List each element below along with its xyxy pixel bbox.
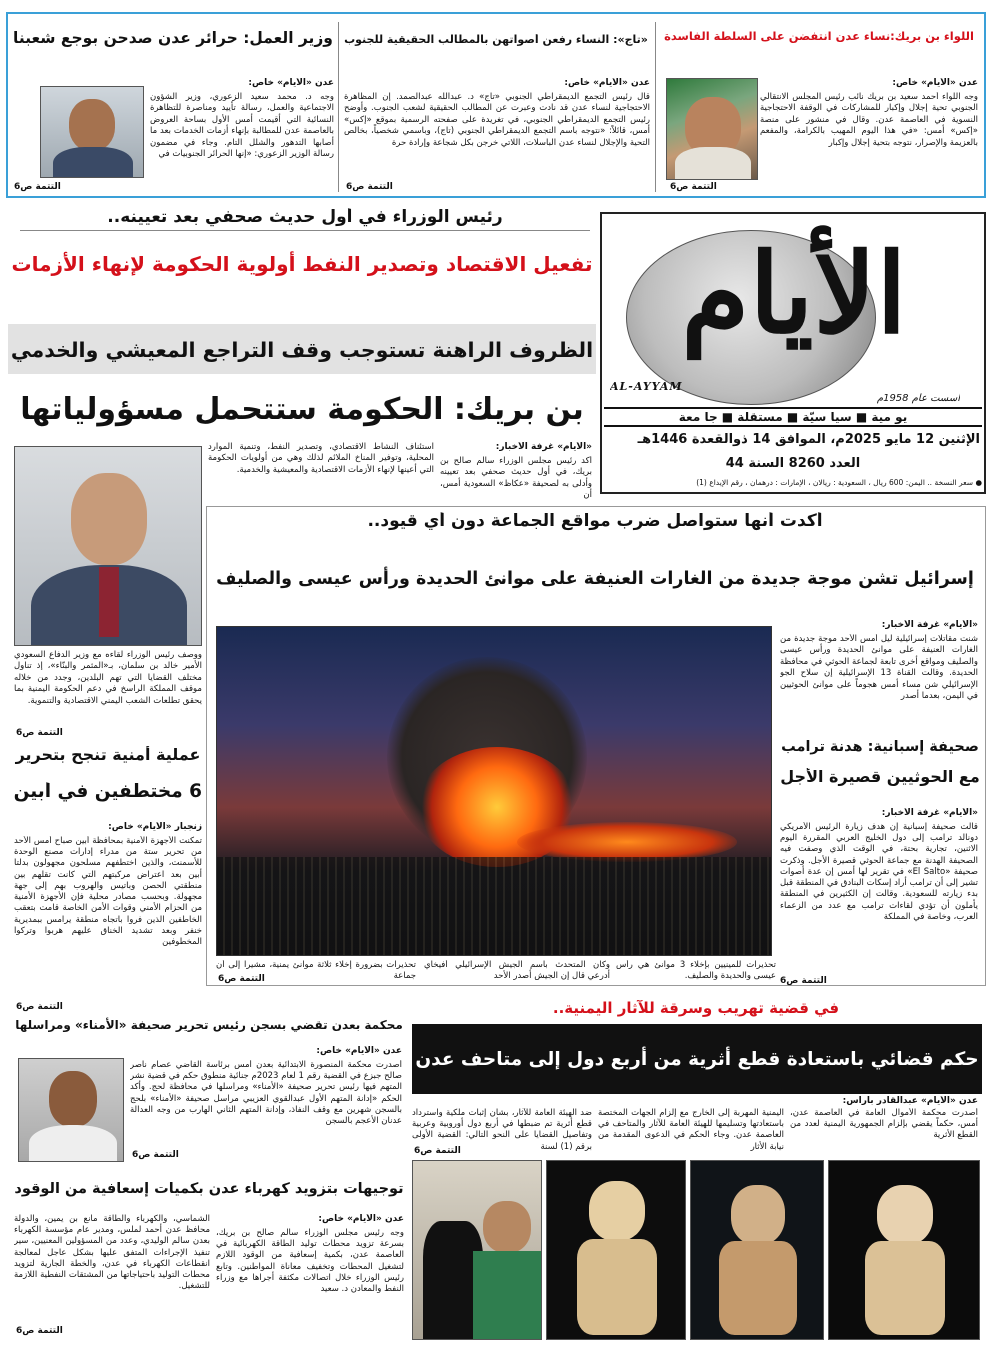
top-story-2-byline: عدن «الأيام» خاص:: [564, 78, 650, 88]
top-story-3-title[interactable]: وزير العمل: حرائر عدن صدحن بوجع شعبنا: [13, 30, 333, 47]
power-continue[interactable]: التتمة ص6: [16, 1326, 63, 1336]
antiq-photo-statue-2: [690, 1160, 824, 1340]
power-col2: الشماسي، والكهرباء والطاقة مانع بن يمين، والدولة محافظ عدن أحمد لملس، ومدير عام مؤسسة الكهرباء بعدن سالم الوليدي، وعدد من المسؤولين المعنيين، سير تنفيذ الإجراءات المتفق عليها بشكل عاجل لمعالجة انقطاعات الكهرباء في عدن، والخطة الجارية لتزويد محطات التوليد باحتياجاتها من المشتقات النفطية اللازمة للتشغيل.: [14, 1214, 210, 1292]
tagline: يو مية ■ سيا سيّة ■ مستقلة ■ جا معة: [678, 410, 908, 424]
security-title-2[interactable]: 6 مختطفين في أبين: [14, 782, 202, 802]
top-story-1-continue[interactable]: التتمة ص6: [670, 182, 717, 192]
court-photo: [18, 1058, 124, 1162]
security-body: تمكنت الأجهزة الأمنية بمحافظة أبين صباح أمس الأحد من تحرير ستة من مدراء إدارات مصنع الوحدة للأسمنت، والذين اختطفهم مسلحون مجهولون بدلتا أبين بعد اعتراض مركبتهم التي كانت تقلهم بين منطقتي الحصن وباتيس والهروب بهم إلى جهة مجهولة. وبحسب مصادر محلية فإن الأجهزة الأمنية من الحزام الأمني وقوات الأمن الخاصة قامت بتعقب الخاطفين الذين فروا باتجاه منطقة يرامس ببمديرية خنفر وبعد تشديد الخناق عليهم هربوا وتركوا المخطوفين: [14, 836, 202, 947]
antiq-continue[interactable]: التتمة ص6: [414, 1146, 461, 1156]
israel-byline: «الأيام» غرفة الأخبار:: [881, 620, 978, 630]
lead-col1: أكد رئيس مجلس الوزراء سالم صالح بن بريك، في أول حديث صحفي بعد تعيينه وأدلى به لصحيفة «عكاظ» السعودية أمس، أن: [440, 456, 592, 501]
top-story-1-byline: عدن «الأيام» خاص:: [892, 78, 978, 88]
top-story-2-continue[interactable]: التتمة ص6: [346, 182, 393, 192]
israel-kicker: أكدت أنها ستواصل ضرب مواقع الجماعة دون أي قيود..: [367, 512, 823, 531]
issue-date: الإثنين 12 مايو 2025م، الموافق 14 ذوالقعدة 1446هـ: [637, 432, 980, 447]
court-title[interactable]: محكمة بعدن تقضي بسجن رئيس تحرير صحيفة «الأمناء» ومراسلها: [15, 1018, 403, 1032]
lead-col3: ووصف رئيس الوزراء لقاءه مع وزير الدفاع السعودي الأمير خالد بن سلمان، بـ«المثمر والبنّاء»، إذ تناول مختلف القضايا التي تهم البلدين، وجدد من خلاله موقف المملكة الراسخ في دعم الحكومة اليمنية بما يحقق تطلعات الشعب اليمني الاقتصادية والتنموية.: [14, 650, 202, 706]
israel-caption-3: تحذيرات بضرورة إخلاء ثلاثة موانئ يمنية، مشيراً إلى أن جماعة: [216, 960, 416, 982]
lead-col2: استئناف النشاط الاقتصادي، وتصدير النفط، وتنمية الموارد المحلية، وتوفير المناخ الملائم لذلك وهي من أولويات الحكومة التي أعينها لإنهاء الأزمات الاقتصادية والمعيشية والخدمية.: [208, 442, 434, 475]
price-line: ● سعر النسخة .. اليمن: 600 ريال ، السعودية : ريالان ، الإمارات : درهمان ، رقم الإيداع (1): [696, 478, 982, 487]
top-story-2-title[interactable]: «تاج»: النساء رفعن أصواتهن بالمطالب الحقيقية للجنوب: [344, 34, 648, 46]
top-divider-2: [338, 22, 339, 192]
top-story-2-body: قال رئيس التجمع الديمقراطي الجنوبي «تاج» د. عبدالله عبدالصمد. إن المظاهرة الاحتجاجية لنساء عدن قد نادت وعبرت عن المطالب الحقيقية لشعب الجنوب. وأوضح رئيس التجمع الديمقراطي الجنوبي، في تغريدة على صفحته الرسمية بموقع «إكس» أمس، قائلاً: «نتوجه باسم التجمع الديمقراطي الجنوبي (تاج)، وباسمي شخصياً، بخالص التحية والإجلال لنساء عدن الباسلات، اللاتي خرجن بكل شجاعة وإرادة حرة: [344, 92, 650, 148]
antiq-photo-court: [412, 1160, 542, 1340]
court-body: أصدرت محكمة المنصورة الابتدائية بعدن أمس برئاسة القاضي عصام ناصر صالح جبزع في القضية رقم 1 لعام 2023م جنائية منطوق حكم في قضية نشر المتهم فيها رئيس تحرير صحيفة «الأمناء» ومراسلها في محافظة لحج. وأكد الحكم «إدانة المتهم الأول عبدالقوي العزيبي مراسل صحيفة «الأمناء» بلحج بالسجن شهرين مع وقف النفاذ، وإدانة المتهم الثاني الهارب من وجه العدالة عدنان الأعجم بالسجن: [130, 1060, 402, 1127]
security-continue[interactable]: التتمة ص6: [16, 1002, 63, 1012]
spanish-title-1[interactable]: صحيفة إسبانية: هدنة ترامب: [781, 740, 979, 755]
lead-photo: [14, 446, 202, 646]
antiq-headline[interactable]: حكم قضائي باستعادة قطع أثرية من أربع دول إلى متاحف عدن: [415, 1049, 979, 1070]
israel-caption-1: تحذيرات للمينيين بإخلاء 3 موانئ هي رأس عيسى والحديدة والصليف.: [616, 960, 776, 982]
spanish-body: قالت صحيفة إسبانية إن هدف زيارة الرئيس الأمريكي دونالد ترامب إلى دول الخليج العربي المقررة اليوم الاثنين، تجارية بحتة، في الوقت الذي وصفت فيه الصحيفة الهدنة مع جماعة الحوثي قصيرة الأجل. وذكرت صحيفة «El Salto» في تقرير لها أمس إن عدة أصوات تشير إلى أن ترامب أراد إسكات البنادق في المنطقة قبل بدء زيارته للسعودية. وقالت إن الكثيرين في المنطقة يأملون أن تؤدي لقاءات ترامب مع عدد من الزعماء العرب، وخاصة في المملكة: [780, 822, 978, 922]
top-story-3-continue[interactable]: التتمة ص6: [14, 182, 61, 192]
antiq-col1: أصدرت محكمة الأموال العامة في العاصمة عدن، أمس، حكماً يقضي بإلزام الجمهورية اليمنية لعدد من القطع الأثرية: [790, 1108, 978, 1141]
antiq-kicker: في قضية تهريب وسرقة للآثار اليمنية..: [552, 1000, 840, 1017]
court-continue[interactable]: التتمة ص6: [132, 1150, 179, 1160]
lead-sub2[interactable]: بن بريك: الحكومة ستتحمل مسؤولياتها: [20, 392, 584, 427]
logo[interactable]: الأيام: [681, 229, 907, 358]
lead-kicker: رئيس الوزراء في أول حديث صحفي بعد تعيينه..: [20, 208, 590, 231]
lead-headline[interactable]: تفعيل الاقتصاد وتصدير النفط أولوية الحكومة لإنهاء الأزمات: [11, 252, 593, 276]
security-byline: زنجبار «الأيام» خاص:: [108, 822, 202, 832]
antiq-photo-statue-1: [546, 1160, 686, 1340]
top-story-1-photo: [666, 78, 758, 180]
israel-headline[interactable]: إسرائيل تشن موجة جديدة من الغارات العنيفة على موانئ الحديدة ورأس عيسى والصليف: [216, 569, 974, 589]
lead-byline: «الأيام» غرفة الأخبار:: [495, 442, 592, 452]
antiq-col2: اليمنية المهربة إلى الخارج مع إلزام الجهات المختصة باستعادتها وتسليمها للهيئة العامة للآثار والمتاحف في العاصمة عدن. وجاء الحكم في الدعوى المقدمة من نيابة الأثار: [598, 1108, 784, 1152]
antiq-photo-statue-3: [828, 1160, 980, 1340]
top-divider-1: [655, 22, 656, 192]
top-story-3-body: وجه د. محمد سعيد الزعوري، وزير الشؤون الاجتماعية والعمل، رسالة تأييد ومناصرة للتظاهرة النسائية التي أقيمت أمس الأول بساحة العروض بالعاصمة عدن للمطالبة بإنهاء أزمات الخدمات بعد ما أصابها التدهور والشلل التام. وجاء في مضمون رسالة الوزير الزعوري: «إنها الحرائر الجنوبيات في: [150, 92, 334, 160]
spanish-byline: «الأيام» غرفة الأخبار:: [881, 808, 978, 818]
power-col1: وجه رئيس مجلس الوزراء سالم صالح بن بريك، بسرعة تزويد محطات توليد الطاقة الكهربائية في العاصمة عدن، بكمية إسعافية من الوقود اللازم لتشغيل المحطات وتخفيف معاناة المواطنين. وتابع رئيس الوزراء خلال اتصالات مكثفة أجراها مع وزراء النفط والمعادن د. سعيد: [216, 1228, 404, 1295]
antiq-col3: ضد الهيئة العامة للآثار، بشأن إثبات ملكية واسترداد قطع أثرية تم ضبطها في أربع دول أوروبية وعربية وتفاصيل القضايا على النحو التالي: القضية الأولى برقم (1) لسنة: [412, 1108, 592, 1152]
security-title-1[interactable]: عملية أمنية تنجح بتحرير: [15, 746, 201, 764]
top-story-3-byline: عدن «الأيام» خاص:: [248, 78, 334, 88]
issue-number: العدد 8260 السنة 44: [725, 456, 861, 471]
lead-continue[interactable]: التتمة ص6: [16, 728, 63, 738]
top-story-3-photo: [40, 86, 144, 178]
israel-continue[interactable]: التتمة ص6: [218, 974, 265, 984]
israel-body: شنت مقاتلات إسرائيلية ليل أمس الأحد موجة جديدة من الغارات العنيفة على موانئ الحديدة ورأس عيسى والصليف ومواقع أخرى تابعة لجماعة الحوثي في محافظة الحديدة. وقالت القناة 13 الإسرائيلية إن سلاح الجو الإسرائيلي شن مساء أمس هجوماً على موانئ الحوثيين في اليمن، بعدما أصدر: [780, 634, 978, 702]
top-story-1-title[interactable]: اللواء بن بريك:نساء عدن انتفضن على السلطة الفاسدة: [664, 30, 974, 43]
top-story-1-body: وجه اللواء أحمد سعيد بن بريك نائب رئيس المجلس الانتقالي الجنوبي تحية إجلال وإكبار للمشاركات في الوقفة الاحتجاجية النسوية في العاصمة عدن. وقال في منشور على منصة «إكس» أمس: «في هذا اليوم المهيب بالكرامة، والمفعم بالعزيمة والإصرار، نتوجه بتحية إجلال وإكبار: [760, 92, 978, 148]
power-title[interactable]: توجيهات بتزويد كهرباء عدن بكميات إسعافية من الوقود: [14, 1181, 404, 1197]
founded-line: أسست عام 1958م: [876, 393, 960, 404]
antiq-byline: عدن «الأيام» عبدالقادر باراس:: [842, 1096, 978, 1106]
israel-caption-2: وكان المتحدث باسم الجيش الإسرائيلي أفيخاي أدرعي قال إن الجيش أصدر الأحد: [424, 960, 610, 982]
lead-sub1[interactable]: الظروف الراهنة تستوجب وقف التراجع المعيشي والخدمي: [10, 338, 594, 362]
spanish-title-2[interactable]: مع الحوثيين قصيرة الأجل: [780, 768, 980, 786]
spanish-continue[interactable]: التتمة ص6: [780, 976, 827, 986]
logo-latin: AL-AYYAM: [610, 380, 683, 393]
court-byline: عدن «الأيام» خاص:: [316, 1046, 402, 1056]
power-byline: عدن «الأيام» خاص:: [318, 1214, 404, 1224]
airstrike-photo: [216, 626, 772, 956]
